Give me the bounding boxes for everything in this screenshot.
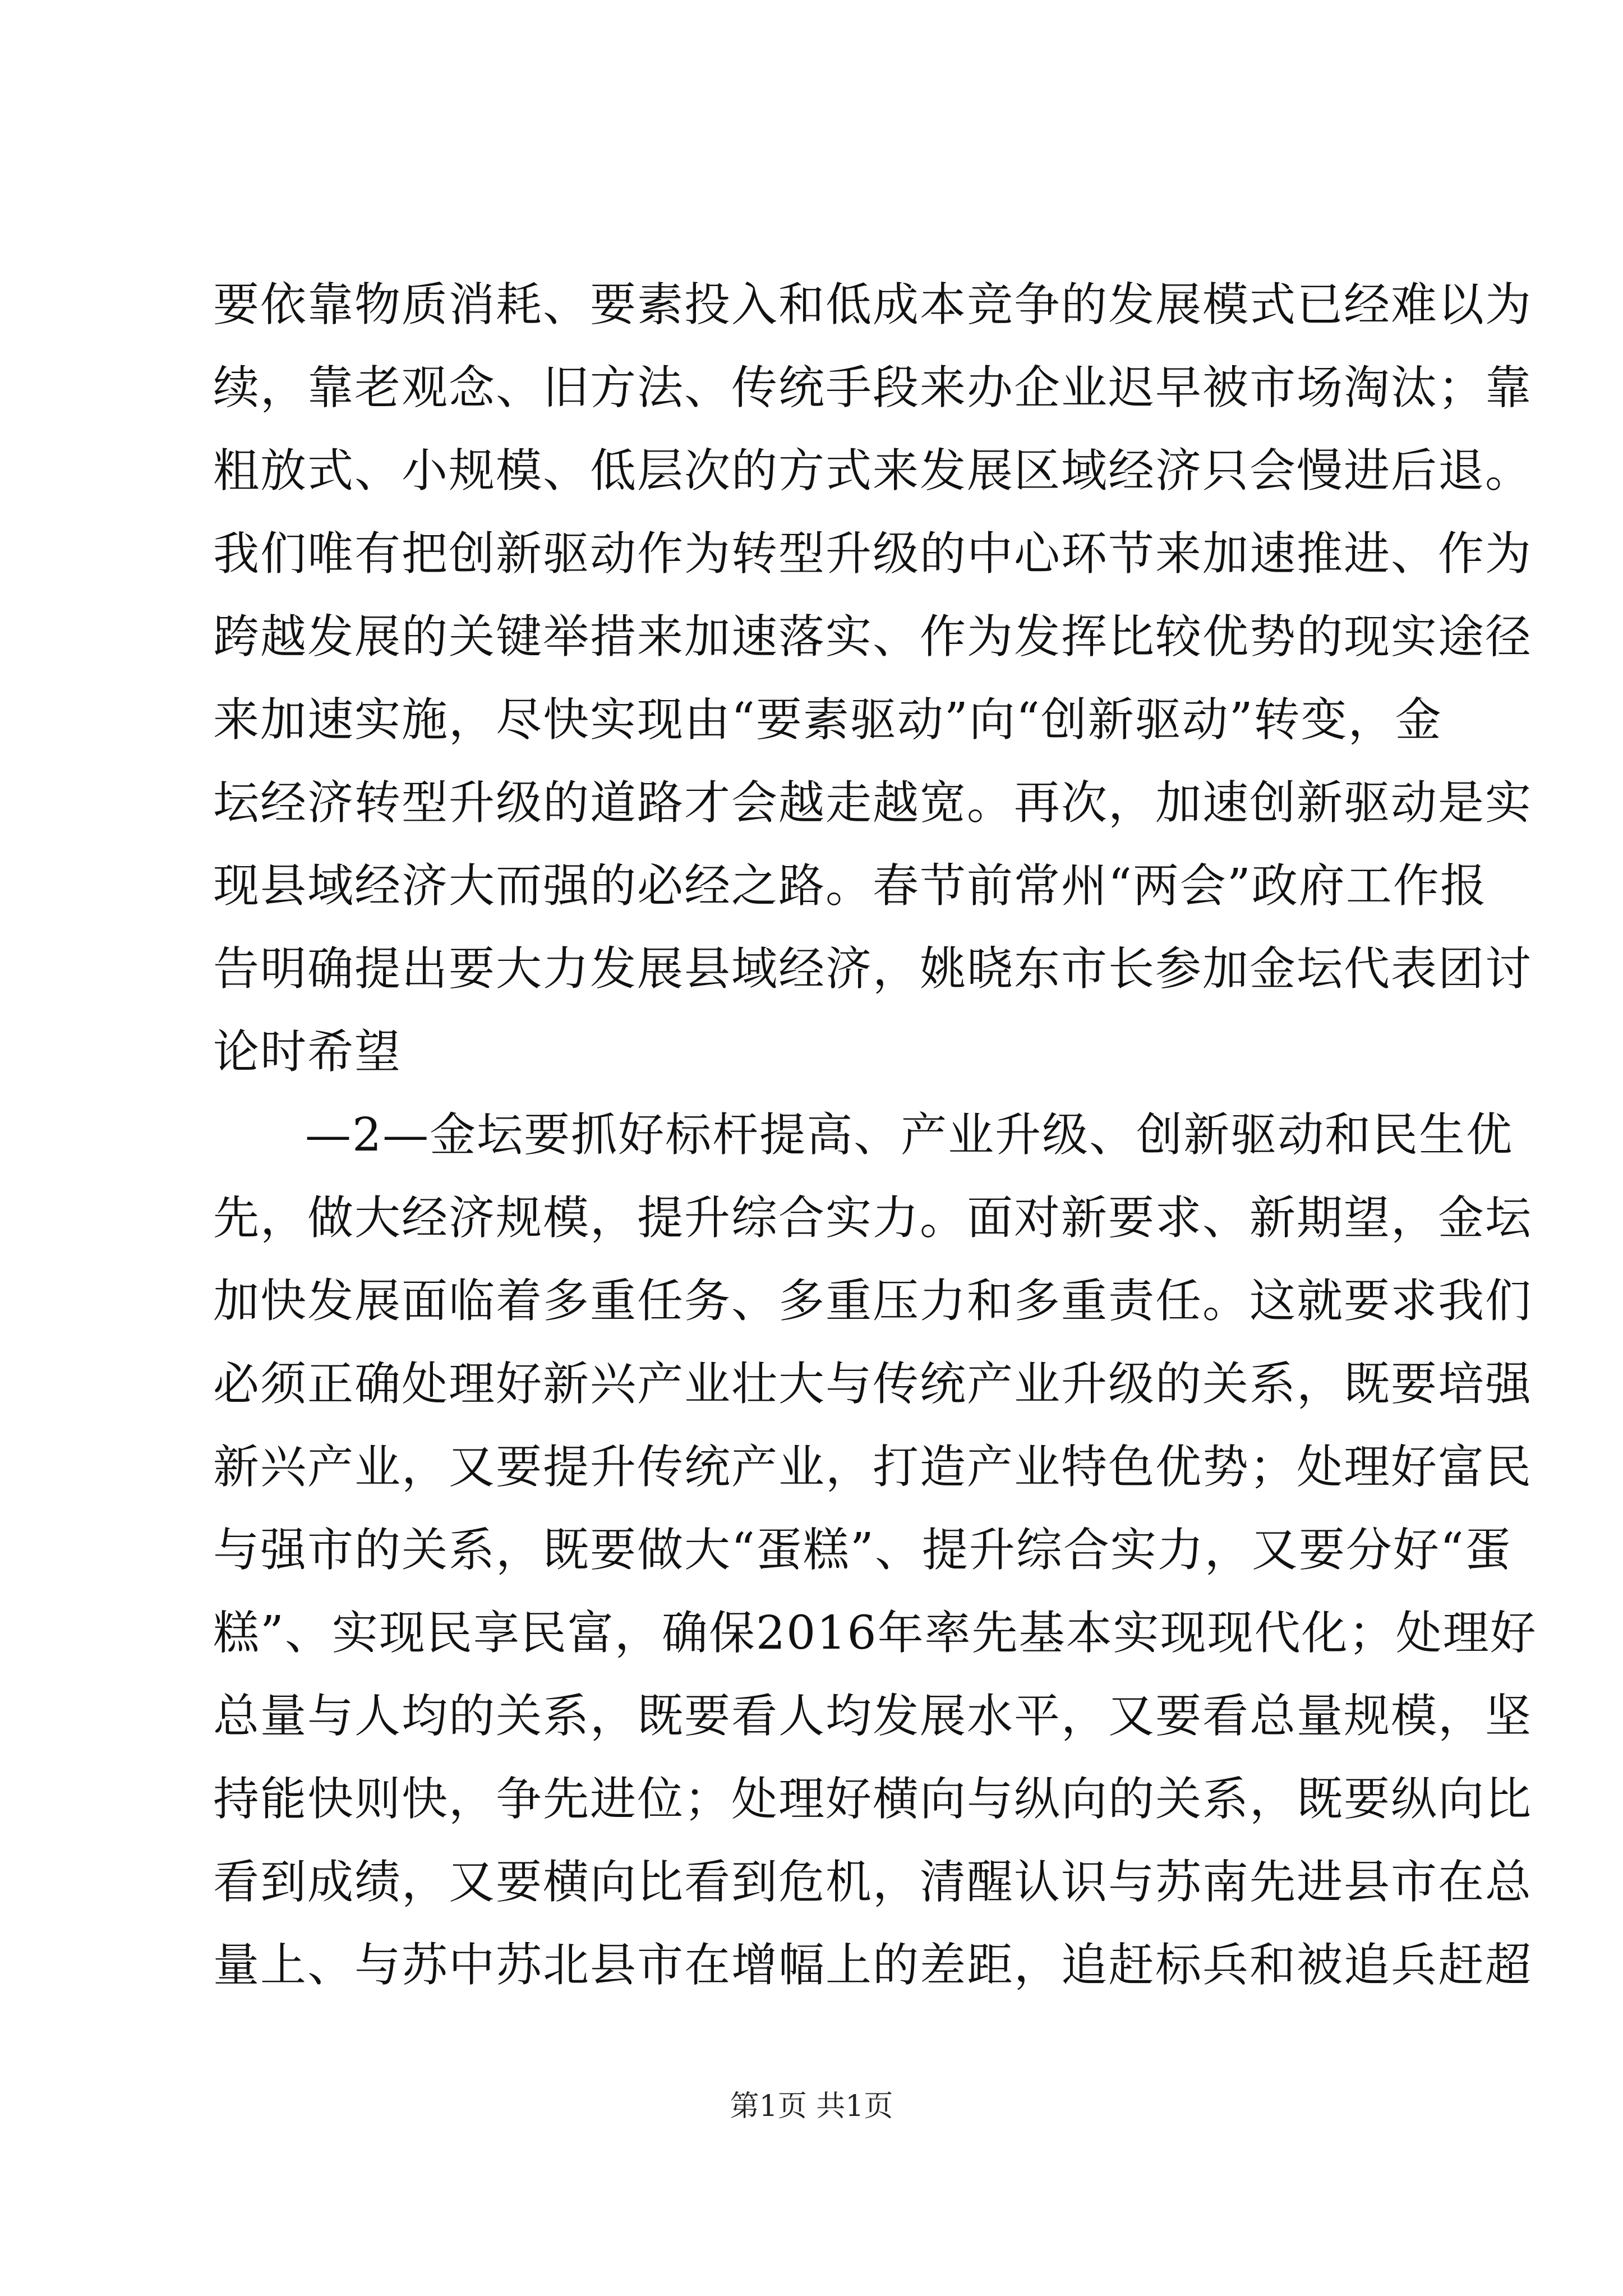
text-line: 要依靠物质消耗、要素投入和低成本竞争的发展模式已经难以为	[213, 278, 1533, 332]
text-line: 先，做大经济规模，提升综合实力。面对新要求、新期望，金坛	[213, 1191, 1533, 1245]
text-line: 粗放式、小规模、低层次的方式来发展区域经济只会慢进后退。	[213, 444, 1533, 498]
text-line: 续，靠老观念、旧方法、传统手段来办企业迟早被市场淘汰；靠	[213, 361, 1533, 415]
page-footer: 第1页 共1页	[730, 2090, 893, 2123]
text-line: 糕”、实现民享民富，确保2016年率先基本实现现代化；处理好	[213, 1607, 1537, 1660]
text-line: 论时希望	[213, 1025, 402, 1079]
paragraph-start-line: —2—金坛要抓好标杆提高、产业升级、创新驱动和民生优	[305, 1108, 1514, 1162]
text-line: 跨越发展的关键举措来加速落实、作为发挥比较优势的现实途径	[213, 610, 1533, 664]
text-line: 加快发展面临着多重任务、多重压力和多重责任。这就要求我们	[213, 1274, 1533, 1328]
text-line: 必须正确处理好新兴产业壮大与传统产业升级的关系，既要培强	[213, 1358, 1533, 1411]
body-text	[213, 264, 1537, 2007]
text-line: 我们唯有把创新驱动作为转型升级的中心环节来加速推进、作为	[213, 527, 1533, 581]
text-line: 来加速实施，尽快实现由“要素驱动”向“创新驱动”转变，金	[213, 693, 1442, 747]
text-line: 现县域经济大而强的必经之路。春节前常州“两会”政府工作报	[213, 859, 1487, 913]
text-line: 总量与人均的关系，既要看人均发展水平，又要看总量规模，坚	[213, 1690, 1533, 1743]
text-line: 告明确提出要大力发展县域经济，姚晓东市长参加金坛代表团讨	[213, 942, 1533, 996]
text-line: 量上、与苏中苏北县市在增幅上的差距，追赶标兵和被追兵赶超	[213, 1939, 1533, 1992]
text-line: 与强市的关系，既要做大“蛋糕”、提升综合实力，又要分好“蛋	[213, 1524, 1512, 1577]
text-line: 持能快则快，争先进位；处理好横向与纵向的关系，既要纵向比	[213, 1773, 1533, 1826]
text-line: 新兴产业，又要提升传统产业，打造产业特色优势；处理好富民	[213, 1441, 1533, 1494]
text-line: 看到成绩，又要横向比看到危机，清醒认识与苏南先进县市在总	[213, 1856, 1533, 1909]
text-line: 坛经济转型升级的道路才会越走越宽。再次，加速创新驱动是实	[213, 776, 1533, 830]
